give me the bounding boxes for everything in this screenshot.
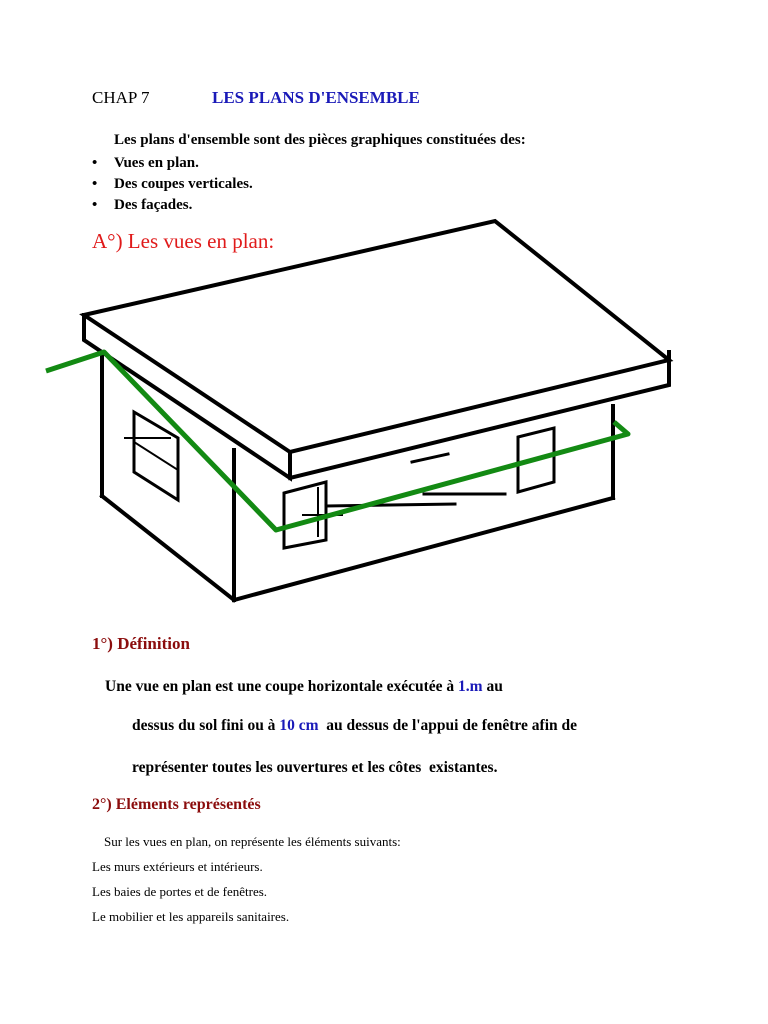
- definition-text: Une vue en plan est une coupe horizontale exécutée à: [105, 678, 459, 695]
- height-value-highlight: 1.m: [458, 678, 483, 695]
- definition-heading: 1°) Définition: [92, 634, 190, 653]
- element-item: Le mobilier et les appareils sanitaires.: [92, 909, 290, 924]
- list-item: [92, 195, 253, 216]
- definition-line-2: [132, 717, 577, 735]
- definition-text: au: [482, 678, 503, 695]
- chapter-label: CHAP 7: [92, 88, 150, 107]
- building-section-sketch-icon: [40, 218, 680, 610]
- offset-value-highlight: 10 cm: [279, 717, 319, 734]
- bullet-icon: •: [92, 155, 98, 171]
- intro-text: Les plans d'ensemble sont des pièces graphiques constituées des:: [114, 132, 526, 148]
- elements-heading: 2°) Eléments représentés: [92, 796, 261, 813]
- definition-line-1: [105, 678, 503, 696]
- list-item: [92, 153, 253, 174]
- list-item: [92, 174, 253, 195]
- bullet-icon: •: [92, 176, 98, 192]
- bullet-list: [92, 153, 253, 216]
- element-item: Les murs extérieurs et intérieurs.: [92, 859, 263, 874]
- definition-text: dessus du sol fini ou à: [132, 717, 280, 734]
- section-heading-vues-en-plan: A°) Les vues en plan:: [92, 229, 275, 253]
- elements-intro: Sur les vues en plan, on représente les éléments suivants:: [104, 834, 401, 849]
- definition-text: au dessus de l'appui de fenêtre afin de: [318, 717, 577, 734]
- chapter-title: LES PLANS D'ENSEMBLE: [212, 88, 420, 107]
- bullet-icon: •: [92, 197, 98, 213]
- list-item-label: Des façades.: [114, 197, 193, 213]
- list-item-label: Vues en plan.: [114, 155, 199, 171]
- list-item-label: Des coupes verticales.: [114, 176, 253, 192]
- definition-line-3: représenter toutes les ouvertures et les côtes existantes.: [132, 759, 498, 776]
- element-item: Les baies de portes et de fenêtres.: [92, 884, 268, 899]
